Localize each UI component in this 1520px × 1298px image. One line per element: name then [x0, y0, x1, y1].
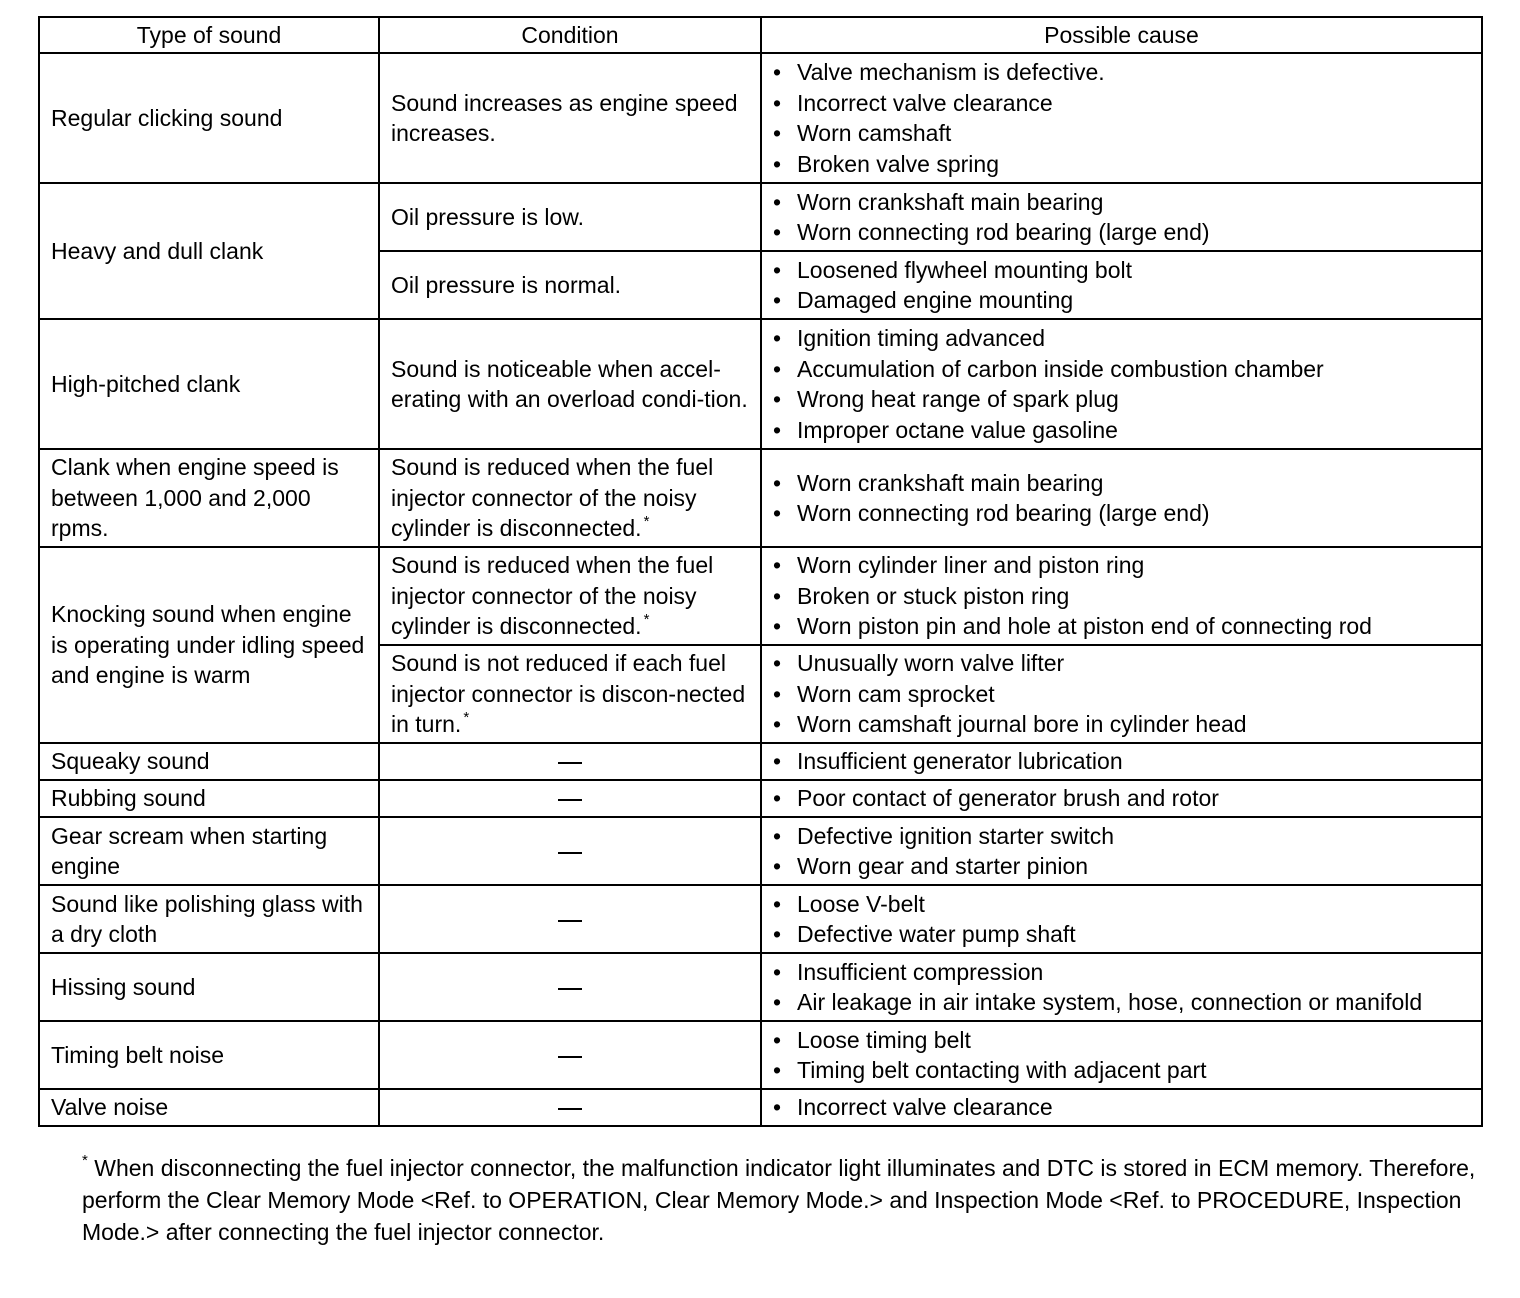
footnote-text: When disconnecting the fuel injector connector, the malfunction indicator light illuminates and DTC is stored in ECM memory. Therefore, perform the Clear Memory Mode <Ref. to OPERATION, Clear Memory Mode.> and Inspection Mode <Ref. to PROCEDURE, Inspection Mode.> after connecting the fuel injector connector.	[82, 1155, 1476, 1245]
cause-list-item: • Worn camshaft journal bore in cylinder head	[797, 709, 1471, 740]
cause-list	[773, 648, 1471, 740]
cell-condition-none	[379, 780, 761, 817]
cause-list-item: • Worn gear and starter pinion	[797, 851, 1471, 882]
cause-list-item: • Worn cam sprocket	[797, 679, 1471, 710]
asterisk-footnote-marker: *	[643, 512, 650, 530]
cause-list	[773, 57, 1471, 179]
cause-list-item: • Insufficient compression	[797, 957, 1471, 988]
cell-type-of-sound: Knocking sound when engine is operating under idling speed and engine is warm	[39, 547, 379, 743]
cause-list-item: • Valve mechanism is defective.	[797, 57, 1471, 88]
cause-list-item: • Accumulation of carbon inside combustion chamber	[797, 354, 1471, 385]
cell-type-of-sound: Valve noise	[39, 1089, 379, 1126]
cell-condition	[379, 251, 761, 319]
cell-type-of-sound: Gear scream when starting engine	[39, 817, 379, 885]
cause-list-item: • Defective water pump shaft	[797, 919, 1471, 950]
cell-type-of-sound: Hissing sound	[39, 953, 379, 1021]
cause-list-item: • Worn crankshaft main bearing	[797, 187, 1471, 218]
em-dash-mark	[558, 1056, 582, 1058]
cause-list-item: • Ignition timing advanced	[797, 323, 1471, 354]
cell-possible-cause	[761, 53, 1482, 183]
table-row	[39, 1089, 1482, 1126]
header-type-of-sound: Type of sound	[39, 17, 379, 53]
cell-condition	[379, 183, 761, 251]
header-row	[39, 17, 1482, 53]
cause-list-item: • Damaged engine mounting	[797, 285, 1471, 316]
condition-text: Sound is noticeable when accel-erating with an overload condi-tion.	[391, 355, 748, 412]
cause-list-item: • Wrong heat range of spark plug	[797, 384, 1471, 415]
cause-list	[773, 957, 1471, 1018]
footnote-marker: *	[82, 1152, 88, 1170]
cause-list-item: • Incorrect valve clearance	[797, 88, 1471, 119]
cell-type-of-sound: Rubbing sound	[39, 780, 379, 817]
cell-possible-cause	[761, 547, 1482, 645]
table-row	[39, 183, 1482, 251]
cause-list-item: • Loosened flywheel mounting bolt	[797, 255, 1471, 286]
table-row	[39, 1021, 1482, 1089]
cell-possible-cause	[761, 251, 1482, 319]
cell-condition-none	[379, 743, 761, 780]
header-condition: Condition	[379, 17, 761, 53]
cell-possible-cause	[761, 645, 1482, 743]
table-row	[39, 817, 1482, 885]
cause-list-item: • Worn piston pin and hole at piston end of connecting rod	[797, 611, 1471, 642]
cause-list-item: • Worn connecting rod bearing (large end)	[797, 217, 1471, 248]
diagnosis-table	[38, 16, 1483, 1127]
cell-possible-cause	[761, 953, 1482, 1021]
cell-condition-none	[379, 885, 761, 953]
cell-condition	[379, 319, 761, 449]
cause-list-item: • Broken valve spring	[797, 149, 1471, 180]
em-dash-mark	[558, 852, 582, 854]
cell-possible-cause	[761, 780, 1482, 817]
cell-possible-cause	[761, 885, 1482, 953]
cause-list-item: • Poor contact of generator brush and rotor	[797, 783, 1471, 814]
cause-list	[773, 468, 1471, 529]
footnote	[82, 1152, 1492, 1248]
cause-list-item: • Air leakage in air intake system, hose, connection or manifold	[797, 987, 1471, 1018]
cell-possible-cause	[761, 817, 1482, 885]
cause-list	[773, 783, 1471, 814]
cell-condition-none	[379, 1021, 761, 1089]
asterisk-footnote-marker: *	[643, 610, 650, 628]
cell-possible-cause	[761, 1089, 1482, 1126]
cell-type-of-sound: Regular clicking sound	[39, 53, 379, 183]
condition-text: Oil pressure is low.	[391, 203, 585, 230]
cause-list-item: • Insufficient generator lubrication	[797, 746, 1471, 777]
table-row	[39, 885, 1482, 953]
cell-condition	[379, 547, 761, 645]
cell-condition-none	[379, 1089, 761, 1126]
table-row	[39, 547, 1482, 645]
em-dash-mark	[558, 799, 582, 801]
table-row	[39, 53, 1482, 183]
cause-list-item: • Defective ignition starter switch	[797, 821, 1471, 852]
cell-condition-none	[379, 817, 761, 885]
table-row	[39, 449, 1482, 547]
condition-text: Sound increases as engine speed increases.	[391, 89, 738, 146]
condition-text: Sound is reduced when the fuel injector connector of the noisy cylinder is disconnected.	[391, 552, 714, 640]
table-row	[39, 743, 1482, 780]
cause-list	[773, 323, 1471, 445]
cause-list-item: • Worn connecting rod bearing (large end)	[797, 498, 1471, 529]
cause-list	[773, 550, 1471, 642]
cell-type-of-sound: Clank when engine speed is between 1,000 and 2,000 rpms.	[39, 449, 379, 547]
cause-list-item: • Worn crankshaft main bearing	[797, 468, 1471, 499]
header-possible-cause: Possible cause	[761, 17, 1482, 53]
cell-type-of-sound: Heavy and dull clank	[39, 183, 379, 319]
cell-condition-none	[379, 953, 761, 1021]
cause-list-item: • Loose timing belt	[797, 1025, 1471, 1056]
cause-list-item: • Worn cylinder liner and piston ring	[797, 550, 1471, 581]
cell-type-of-sound: Sound like polishing glass with a dry cloth	[39, 885, 379, 953]
table-row	[39, 953, 1482, 1021]
cause-list	[773, 1092, 1471, 1123]
cause-list	[773, 821, 1471, 882]
asterisk-footnote-marker: *	[463, 708, 470, 726]
em-dash-mark	[558, 762, 582, 764]
cause-list	[773, 255, 1471, 316]
cell-condition	[379, 53, 761, 183]
condition-text: Oil pressure is normal.	[391, 271, 622, 298]
cause-list	[773, 187, 1471, 248]
condition-text: Sound is reduced when the fuel injector connector of the noisy cylinder is disconnected.	[391, 454, 714, 542]
cell-possible-cause	[761, 183, 1482, 251]
cell-possible-cause	[761, 449, 1482, 547]
em-dash-mark	[558, 988, 582, 990]
table-body	[39, 53, 1482, 1126]
cell-condition	[379, 645, 761, 743]
cause-list-item: • Timing belt contacting with adjacent part	[797, 1055, 1471, 1086]
table-row	[39, 780, 1482, 817]
cause-list-item: • Loose V-belt	[797, 889, 1471, 920]
cell-type-of-sound: Timing belt noise	[39, 1021, 379, 1089]
cause-list-item: • Unusually worn valve lifter	[797, 648, 1471, 679]
cell-possible-cause	[761, 743, 1482, 780]
cause-list-item: • Worn camshaft	[797, 118, 1471, 149]
cell-condition	[379, 449, 761, 547]
cause-list	[773, 746, 1471, 777]
cause-list-item: • Broken or stuck piston ring	[797, 581, 1471, 612]
em-dash-mark	[558, 920, 582, 922]
em-dash-mark	[558, 1108, 582, 1110]
condition-text: Sound is not reduced if each fuel injector connector is discon-nected in turn.	[391, 650, 746, 738]
cause-list-item: • Improper octane value gasoline	[797, 415, 1471, 446]
cell-possible-cause	[761, 1021, 1482, 1089]
cell-type-of-sound: High-pitched clank	[39, 319, 379, 449]
cause-list-item: • Incorrect valve clearance	[797, 1092, 1471, 1123]
cell-type-of-sound: Squeaky sound	[39, 743, 379, 780]
cause-list	[773, 1025, 1471, 1086]
table-row	[39, 319, 1482, 449]
cause-list	[773, 889, 1471, 950]
cell-possible-cause	[761, 319, 1482, 449]
